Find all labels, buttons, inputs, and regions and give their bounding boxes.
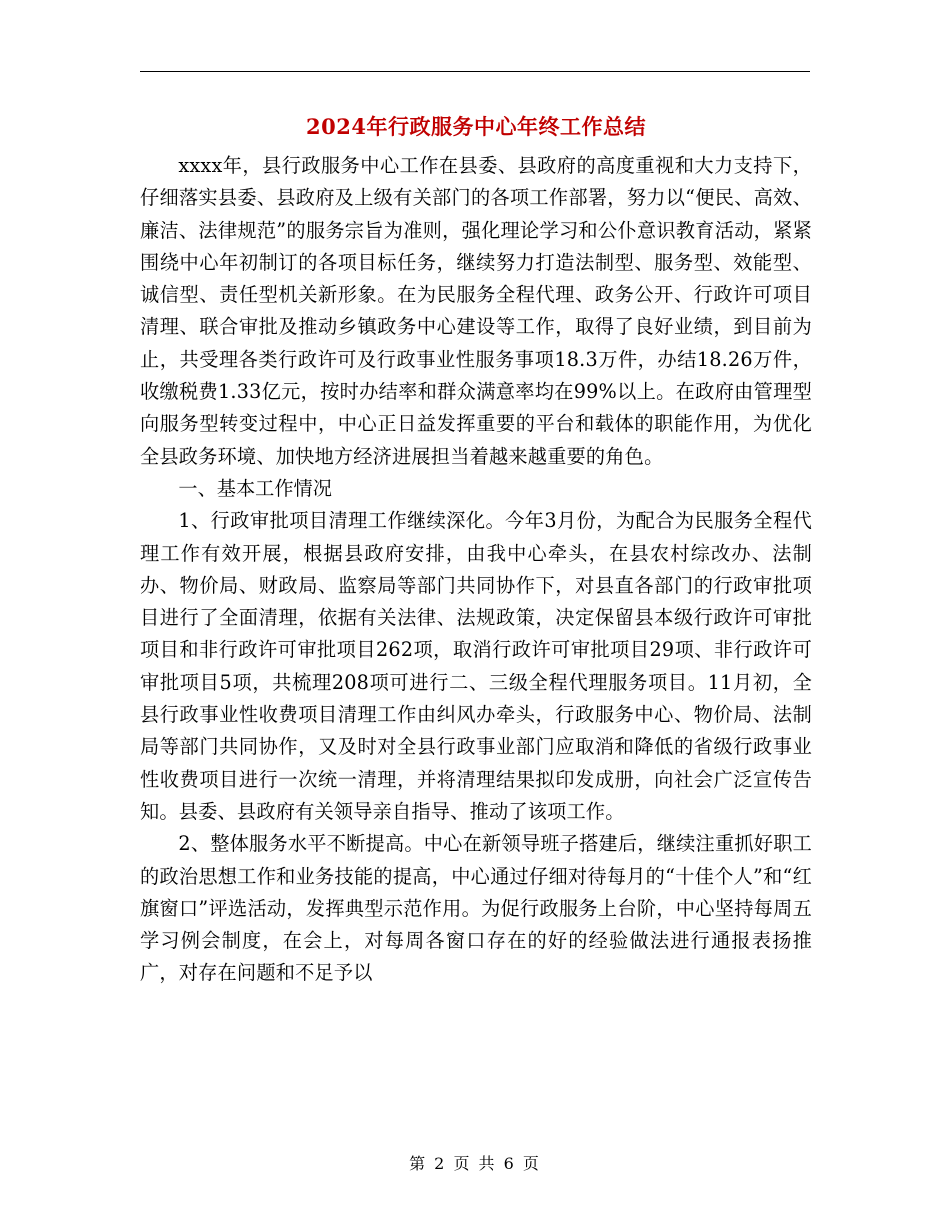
section-paragraph-1: 1、行政审批项目清理工作继续深化。今年3月份，为配合为民服务全程代理工作有效开展，根据县政府安排，由我中心牵头，在县农村综改办、法制办、物价局、财政局、监察局等部门共同协作下，对县直各部门的行政审批项目进行了全面清理，依据有关法律、法规政策，决定保留县本级行政许可审批项目和非行政许可审批项目262项，取消行政许可审批项目29项、非行政许可审批项目5项，共梳理208项可进行二、三级全程代理服务项目。11月初，全县行政事业性收费项目清理工作由纠风办牵头，行政服务中心、物价局、法制局等部门共同协作，又及时对全县行政事业部门应取消和降低的省级行政事业性收费项目进行一次统一清理，并将清理结果拟印发成册，向社会广泛宣传告知。县委、县政府有关领导亲自指导、推动了该项工作。 bbox=[140, 509, 812, 823]
document-title: 2024年行政服务中心年终工作总结 bbox=[306, 114, 646, 139]
intro-paragraph: xxxx年，县行政服务中心工作在县委、县政府的高度重视和大力支持下，仔细落实县委、县政府及上级有关部门的各项工作部署，努力以“便民、高效、廉洁、法律规范”的服务宗旨为准则，强化理论学习和公仆意识教育活动，紧紧围绕中心年初制订的各项目标任务，继续努力打造法制型、服务型、效能型、诚信型、责任型机关新形象。在为民服务全程代理、政务公开、行政许可项目清理、联合审批及推动乡镇政务中心建设等工作，取得了良好业绩，到目前为止，共受理各类行政许可及行政事业性服务事项18.3万件，办结18.26万件，收缴税费1.33亿元，按时办结率和群众满意率均在99%以上。在政府由管理型向服务型转变过程中，中心正日益发挥重要的平台和载体的职能作用，为优化全县政务环境、加快地方经济进展担当着越来越重要的角色。 bbox=[140, 154, 812, 468]
section-heading: 一、基本工作情况 bbox=[178, 476, 332, 500]
section-paragraph-2: 2、整体服务水平不断提高。中心在新领导班子搭建后，继续注重抓好职工的政治思想工作和业务技能的提高，中心通过仔细对待每月的“十佳个人”和“红旗窗口”评选活动，发挥典型示范作用。为促行政服务上台阶，中心坚持每周五学习例会制度，在会上，对每周各窗口存在的好的经验做法进行通报表扬推广，对存在问题和不足予以 bbox=[140, 832, 812, 985]
document-body bbox=[140, 110, 812, 990]
header-rule bbox=[140, 71, 810, 72]
page-indicator: 第 2 页 共 6 页 bbox=[409, 1154, 541, 1173]
